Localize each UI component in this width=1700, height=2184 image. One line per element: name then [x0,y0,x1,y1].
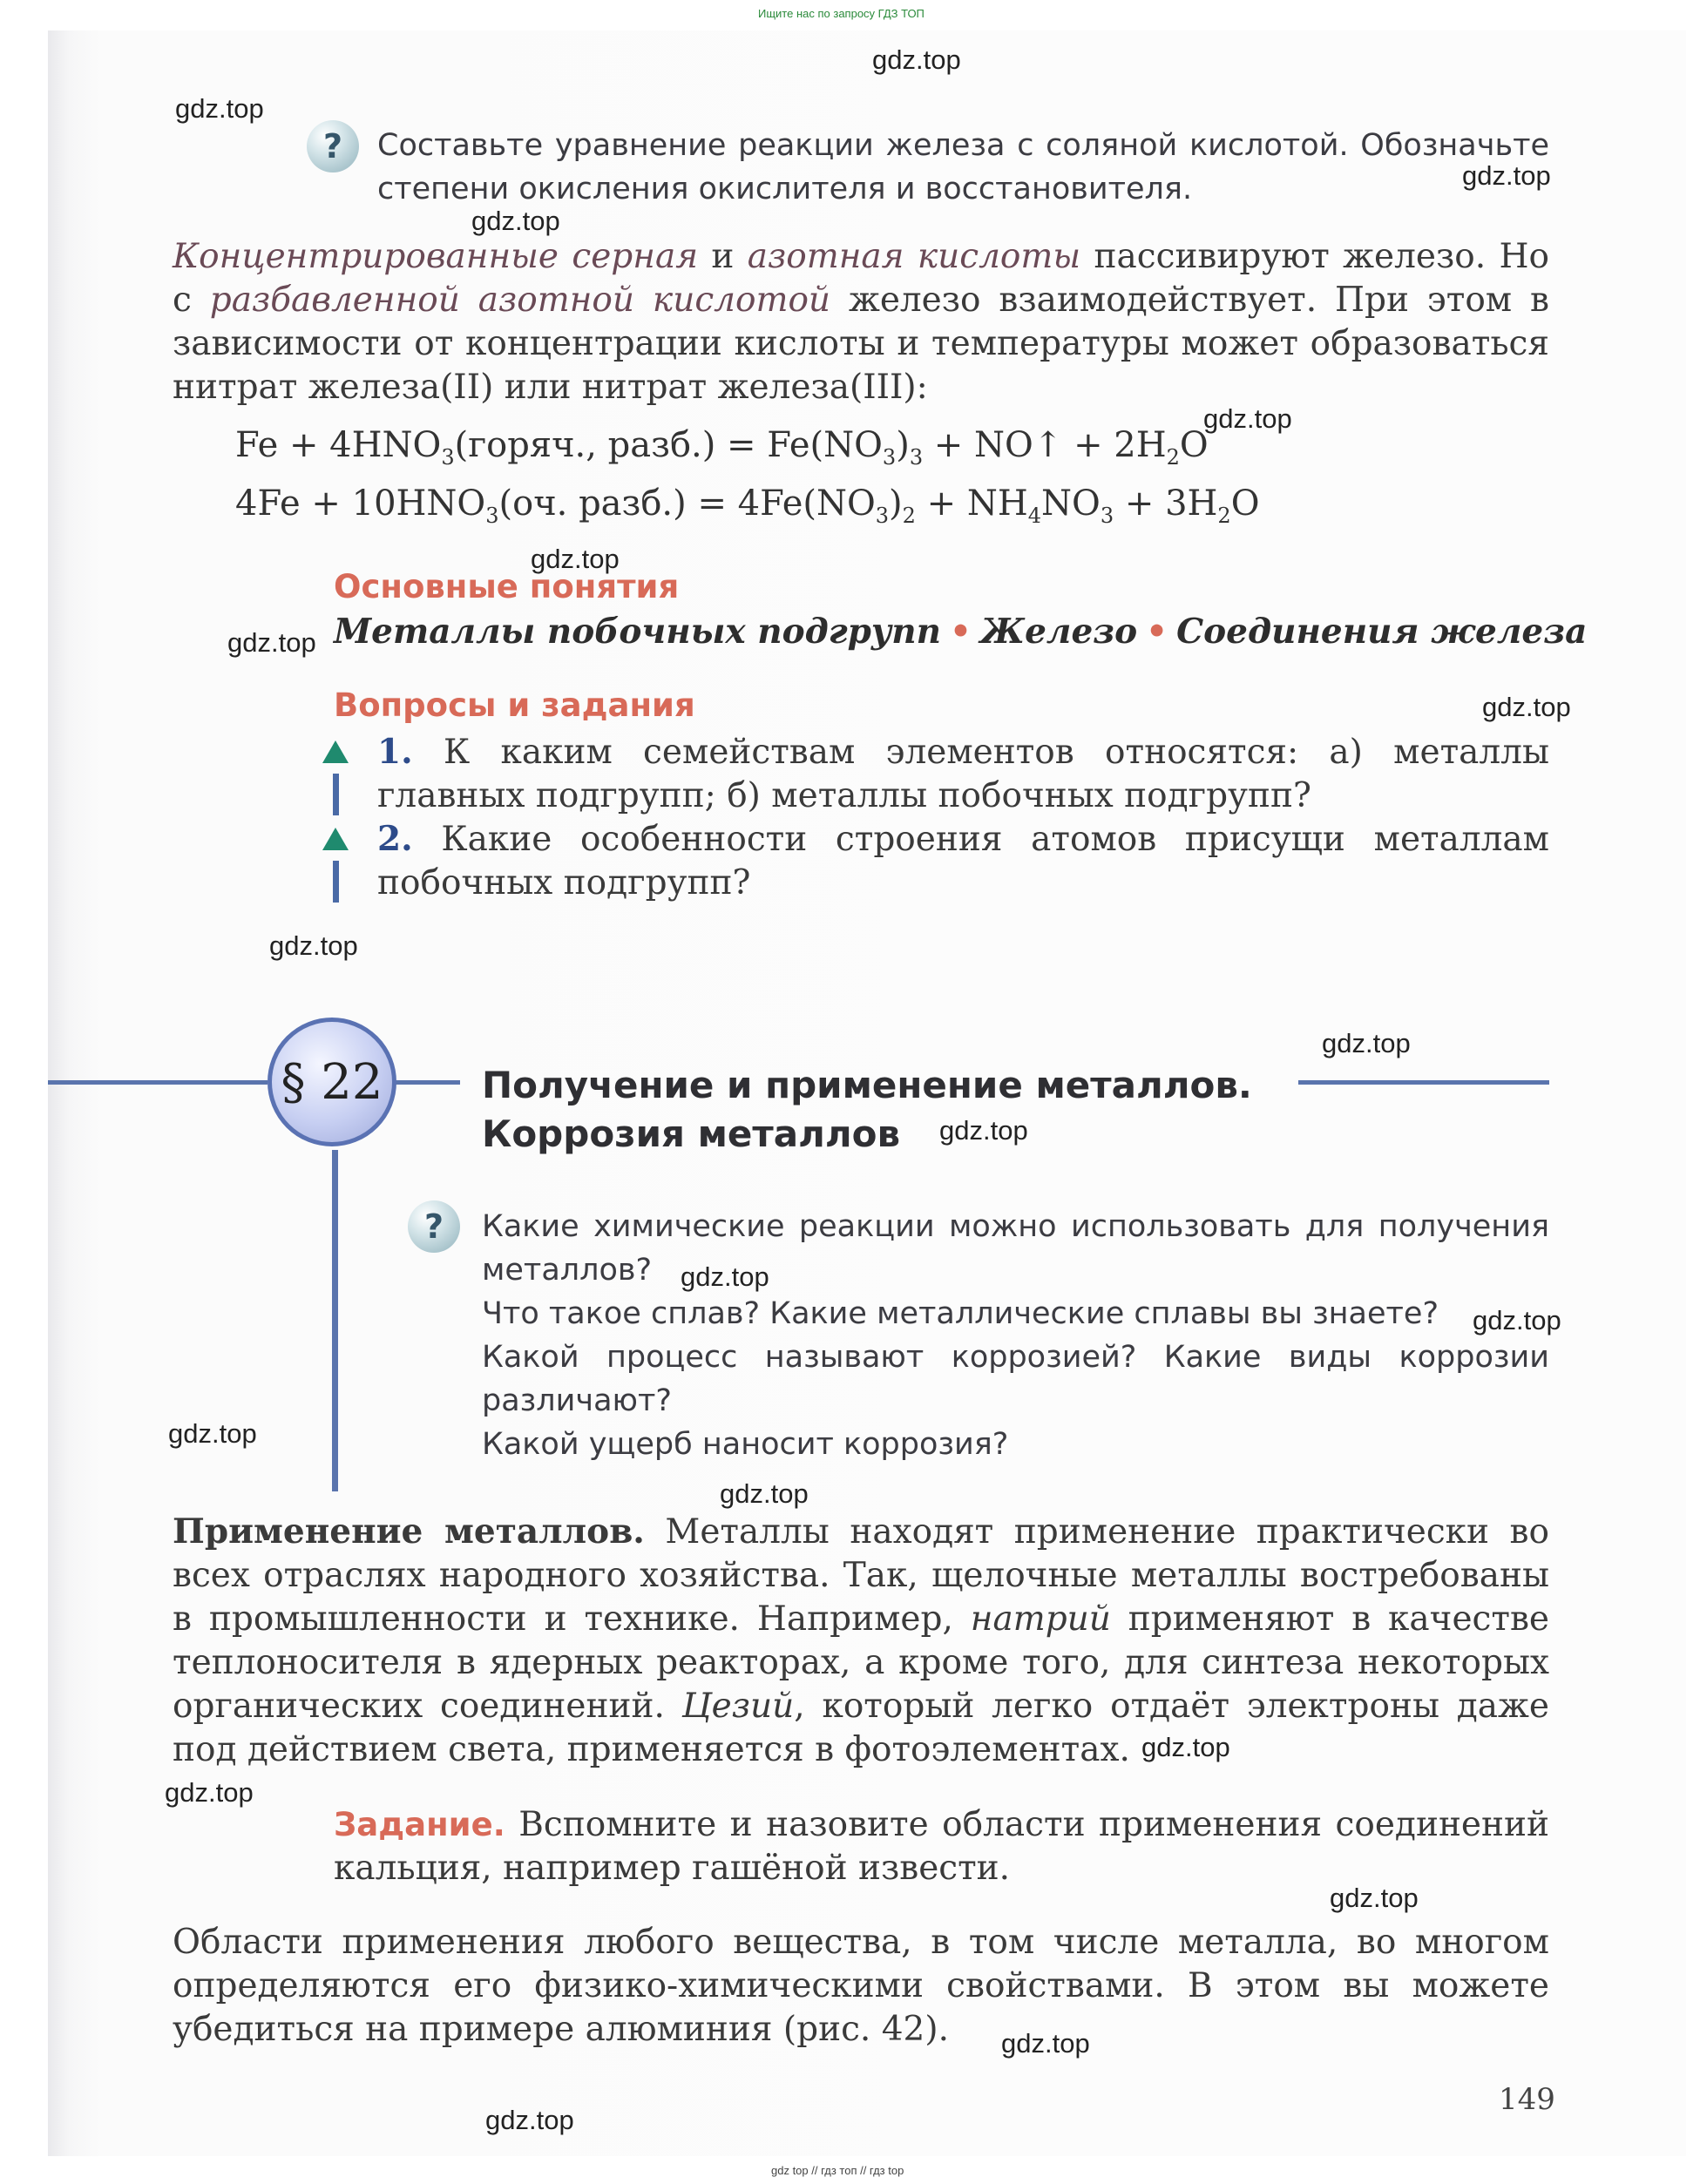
paragraph-lead: Применение металлов. [173,1511,645,1552]
watermark: gdz.top [485,2105,574,2135]
watermark: gdz.top [1203,403,1292,434]
intro-question-3: Какой процесс называют коррозией? Какие виды коррозии различают? [482,1340,1549,1418]
concept-item: Металлы побочных подгрупп [334,612,941,652]
watermark: gdz.top [168,1418,257,1449]
watermark: gdz.top [720,1478,809,1509]
term-diluted-nitric: разбавленной азотной кислотой [209,281,831,320]
watermark: gdz.top [175,93,264,124]
section-title-line-1: Получение и применение металлов. [482,1064,1252,1106]
equation-1: $Fe + 4HNO_3(горяч$., разб.) = $Fe(NO_3)_3$ + NO↑ + $2H_2O$ [235,425,1209,470]
watermark: gdz.top [872,44,961,75]
question-icon: ? [408,1200,460,1253]
watermark: gdz.top [269,930,358,961]
section-number-badge: § 22 [268,1018,396,1146]
intro-question-2: Что такое сплав? Какие металлические сплавы вы знаете? [482,1296,1439,1331]
watermark: gdz.top [1001,2028,1090,2059]
watermark: gdz.top [471,206,560,236]
concept-item: Железо [979,612,1138,652]
section-rule-right [1298,1080,1549,1085]
watermark: gdz.top [165,1777,254,1808]
task-label: Задание. [334,1806,505,1843]
term-nitric: азотная кислоты [747,237,1081,276]
section-rule-left [48,1080,268,1085]
questions-heading: Вопросы и задания [334,686,695,724]
watermark: gdz.top [531,544,620,574]
watermark: gdz.top [1462,160,1551,191]
intro-question-4: Какой ущерб наносит коррозия? [482,1427,1009,1462]
paragraph-iron-acids [173,235,1549,409]
question-item-2: 2. Какие особенности строения атомов присущи металлам побочных подгрупп? [377,819,1549,903]
paragraph-properties: Области применения любого вещества, в том числе металла, во многом определяются его физико-химическими свойствами. В этом вы можете убедиться на примере алюминия (рис. 42). [173,1923,1549,2049]
term-sodium: натрий [970,1599,1111,1639]
level-bar [333,774,339,815]
section-rule-mid [394,1080,460,1085]
equation-2: $4Fe + 10HNO_3(оч$. разб.) = $4Fe(NO_3)_2 + NH_4NO_3 + 3H_2O$ [235,483,1260,528]
top-banner: Ищите нас по запросу ГДЗ ТОП [758,7,925,20]
concept-separator: • [1146,612,1168,652]
watermark: gdz.top [1322,1028,1411,1058]
key-concepts-list [334,612,1587,652]
watermark: gdz.top [1330,1883,1419,1913]
key-concepts-heading: Основные понятия [334,568,680,605]
bottom-banner: gdz top // гдз топ // гдз top [771,2164,904,2177]
question-item-1: 1. К каким семействам элементов относятся: а) металлы главных подгрупп; б) металлы побочных подгрупп? [377,732,1549,815]
watermark: gdz.top [227,627,316,658]
intro-question-1: Какие химические реакции можно использовать для получения металлов? [482,1209,1549,1288]
term-cesium: Цезий [681,1687,795,1726]
watermark: gdz.top [681,1261,769,1292]
level-triangle-icon [322,828,349,850]
section-vertical-rule [332,1150,338,1491]
term-concentrated: Концентрированные серная [173,237,699,276]
text-seg: и [698,237,748,276]
watermark: gdz.top [939,1115,1028,1146]
watermark: gdz.top [1141,1732,1230,1762]
concept-separator: • [949,612,972,652]
page-number: 149 [1499,2082,1555,2117]
level-triangle-icon [322,740,349,763]
text-seg: пассивируют железо. Но с [173,237,1549,320]
level-bar [333,861,339,903]
section-title-line-2: Коррозия металлов [482,1112,901,1155]
question-text: Составьте уравнение реакции железа с соляной кислотой. Обозначьте степени окисления окислителя и восстановителя. [377,128,1549,206]
text-seg: железо взаимодействует. При этом в зависимости от концентрации кислоты и температуры может образоваться нитрат железа(II) или нитрат железа(III): [173,281,1549,407]
paragraph-metal-uses: Применение металлов. Металлы находят применение практически во всех отраслях народного хозяйства. Так, щелочные металлы востребованы в промышленности и технике. Например, натрий применяют в качестве теплоносителя в ядерных реакторах, а кроме того, для синтеза некоторых органических соединений. Цезий, который легко отдаёт электроны даже под действием света, применяется в фотоэлементах. [173,1511,1549,1769]
question-icon: ? [307,120,359,172]
task-block: Задание. Вспомните и назовите области применения соединений кальция, например гашёной извести. [334,1805,1549,1888]
watermark: gdz.top [1473,1305,1561,1335]
watermark: gdz.top [1482,692,1571,722]
concept-item: Соединения железа [1176,612,1588,652]
